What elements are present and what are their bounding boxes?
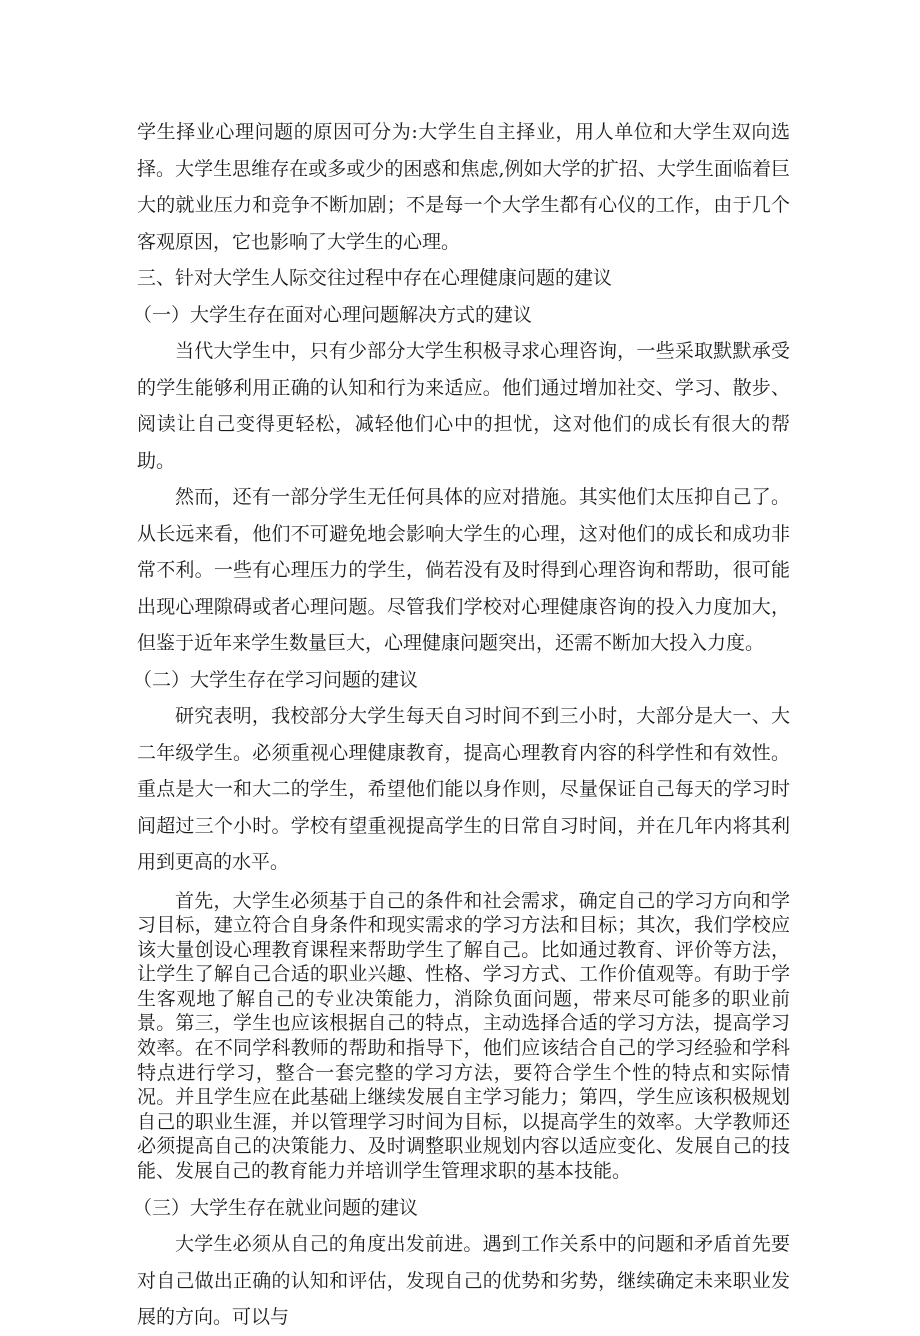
subheading-2: （二）大学生存在学习问题的建议 xyxy=(133,668,419,691)
paragraph-pressure: 然而，还有一部分学生无任何具体的应对措施。其实他们太压抑自己了。从长远来看，他们不可避免地会影响大学生的心理，这对他们的成长和成功非常不利。一些有心理压力的学生，倘若没有及时得到心理咨询和帮助，很可能出现心理隙碍或者心理问题。尽管我们学校对心理健康咨询的投入力度加大，但鉴于近年来学生数量巨大，心理健康问题突出，还需不断加大投入力度。 xyxy=(137,486,790,654)
paragraph-study-methods: 首先，大学生必须基于自己的条件和社会需求，确定自己的学习方向和学习目标，建立符合自身条件和现实需求的学习方法和目标；其次，我们学校应该大量创设心理教育课程来帮助学生了解自己。比如通过教育、评价等方法，让学生了解自己合适的职业兴趣、性格、学习方式、工作价值观等。有助于学生客观地了解自己的专业决策能力，消除负面问题，带来尽可能多的职业前景。第三，学生也应该根据自己的特点，主动选择合适的学习方法，提高学习效率。在不同学科教师的帮助和指导下，他们应该结合自己的学习经验和学科特点进行学习，整合一套完整的学习方法，要符合学生个性的特点和实际情况。并且学生应在此基础上继续发展自主学习能力；第四，学生应该积极规划自己的职业生涯，并以管理学习时间为目标，以提高学生的效率。大学教师还必须提高自己的决策能力、及时调整职业规划内容以适应变化、发展自己的技能、发展自己的教育能力并培训学生管理求职的基本技能。 xyxy=(137,889,790,1183)
subheading-1: （一）大学生存在面对心理问题解决方式的建议 xyxy=(133,303,533,326)
paragraph-study-time: 研究表明，我校部分大学生每天自习时间不到三小时，大部分是大一、大二年级学生。必须重视心理健康教育，提高心理教育内容的科学性和有效性。重点是大一和大二的学生，希望他们能以身作则，尽量保证自己每天的学习时间超过三个小时。学校有望重视提高学生的日常自习时间，并在几年内将其利用到更高的水平。 xyxy=(137,705,790,873)
paragraph-choice-causes: 学生择业心理问题的原因可分为:大学生自主择业，用人单位和大学生双向选择。大学生思维存在或多或少的困惑和焦虑,例如大学的扩招、大学生面临着巨大的就业压力和竞争不断加剧；不是每一个大学生都有心仪的工作，由于几个客观原因，它也影响了大学生的心理。 xyxy=(137,121,790,253)
paragraph-counseling: 当代大学生中，只有少部分大学生积极寻求心理咨询，一些采取默默承受的学生能够利用正确的认知和行为来适应。他们通过增加社交、学习、散步、阅读让自己变得更轻松，减轻他们心中的担忧，这对他们的成长有很大的帮助。 xyxy=(137,340,790,472)
subheading-3: （三）大学生存在就业问题的建议 xyxy=(133,1196,419,1219)
paragraph-employment: 大学生必须从自己的角度出发前进。遇到工作关系中的问题和矛盾首先要对自己做出正确的认知和评估，发现自己的优势和劣势，继续确定未来职业发展的方向。可以与 xyxy=(137,1233,790,1329)
section-heading-3: 三、针对大学生人际交往过程中存在心理健康问题的建议 xyxy=(137,267,613,289)
